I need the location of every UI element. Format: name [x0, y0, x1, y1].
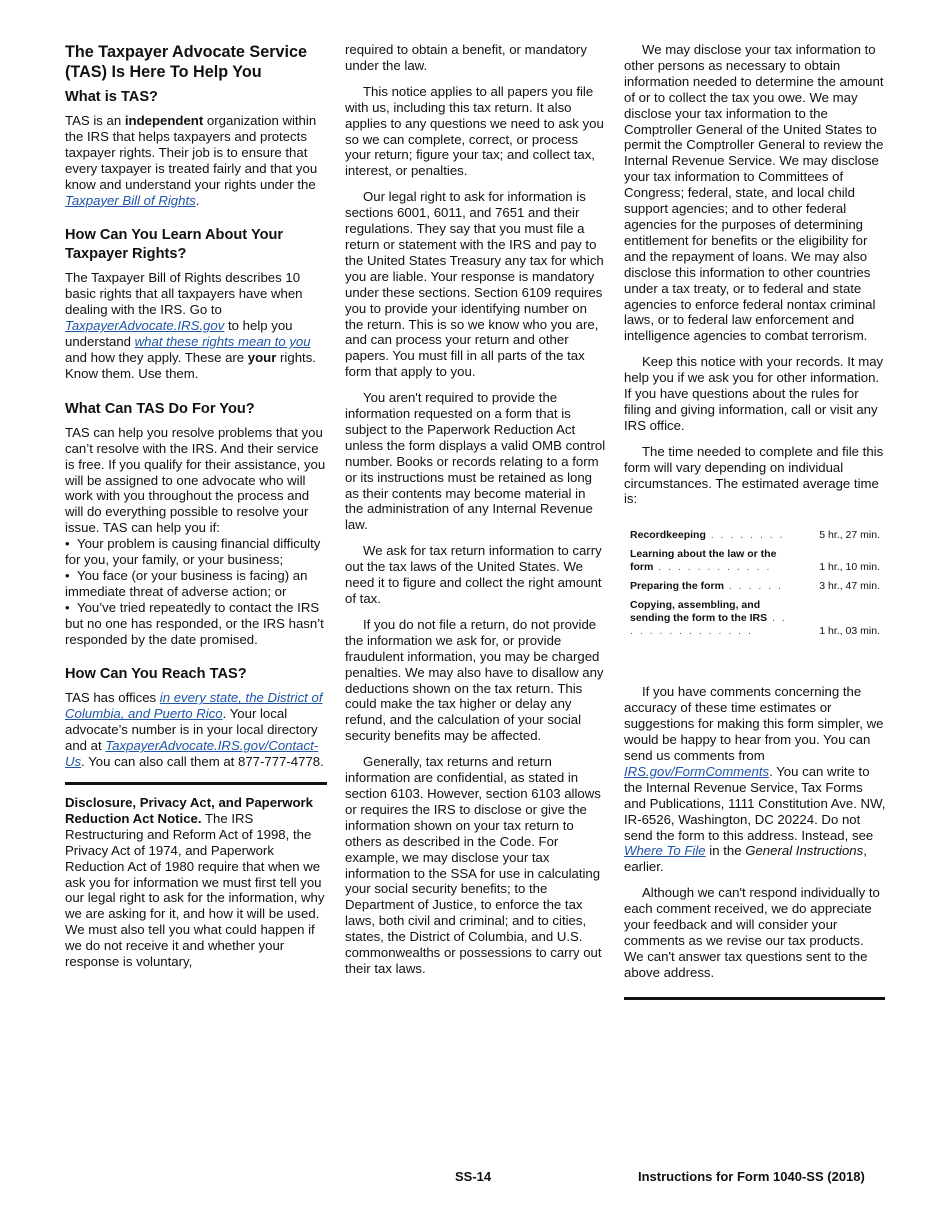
paragraph: You aren't required to provide the information requested on a form that is subject to the Paperwork Reduction Act unless the form displays a valid OMB control number. Books or records relating to a form or its instructions must be retained as long as their contents may become material in the administration of any Internal Revenue law. — [345, 390, 606, 533]
paragraph: If you do not file a return, do not provide the information we ask for, or provide fraudulent information, you may be charged penalties. We may also have to disallow any deductions shown on the tax return. This could make the tax higher or delay any refund, and the calculation of your social security benefits may be affected. — [345, 616, 604, 744]
bullet-item: • Your problem is causing financial difficulty for you, your family, or your business; — [65, 536, 321, 568]
column-left — [65, 42, 327, 970]
paragraph: Generally, tax returns and return information are confidential, as stated in section 6103. However, section 6103 allows or requires the IRS to disclose or give the information shown on your tax return to others as described in the Code. For example, we may disclose your tax information to the SSA for use in calculating your social security benefits; to the Department of Justice, to enforce the tax laws, both civil and criminal; and to cities, states, the District of Columbia, and U.S. commonwealths or possessions to carry out their tax laws. — [345, 754, 602, 976]
tas-offices-link[interactable]: in every state, the District of Columbia, and Puerto Rico — [65, 690, 323, 722]
comments-paragraph: If you have comments concerning the accuracy of these time estimates or suggestions for making this form simpler, we would be happy to hear from you. You can send us comments from IRS.gov/FormComments. You can write to the Internal Revenue Service, Tax Forms and Publications, 1111 Constitution Ave. NW, IR-6526, Washington, DC 20224. Do not send the form to this address. Instead, see Where To File in the General Instructions, earlier. — [624, 684, 886, 875]
paragraph: Although we can't respond individually to each comment received, we do appreciate your feedback and will consider your comments as we revise our tax products. We can't answer tax questions sent to the above address. — [624, 885, 880, 980]
time-row: Learning about the law or the form . . . . . . . . . . . . 1 hr., 10 min. — [630, 548, 880, 574]
paragraph: This notice applies to all papers you file with us, including this tax return. It also applies to any questions we need to ask you so we can complete, correct, or process your return; figure your tax; and collect tax, interest, or penalties. — [345, 83, 604, 179]
paragraph: required to obtain a benefit, or mandatory under the law. — [345, 42, 587, 73]
form-comments-link[interactable]: IRS.gov/FormComments — [624, 763, 770, 779]
reach-tas-heading: How Can You Reach TAS? — [65, 666, 247, 683]
paragraph: We may disclose your tax information to other persons as necessary to obtain information needed to determine the amount of or to collect the tax you owe. We may disclose your tax information to the Comptroller General of the United States to permit the Comptroller General to review the Internal Revenue Service. We may disclose your tax information to Committees of Congress; federal, state, and local child support agencies; and to other federal agencies for the purposes of determining entitlement for benefits or the eligibility for and the repayment of loans. We may also disclose this information to other countries under a tax treaty, or to federal and state agencies to enforce federal nontax criminal laws, or to federal law enforcement and intelligence agencies to combat terrorism. — [624, 42, 884, 344]
paragraph: The time needed to complete and file this form will vary depending on individual circumstances. The estimated average time is: — [624, 443, 884, 507]
what-is-tas-heading: What is TAS? — [65, 89, 158, 105]
tas-do-heading: What Can TAS Do For You? — [65, 400, 255, 417]
time-row: Recordkeeping . . . . . . . . 5 hr., 27 min. — [630, 529, 880, 542]
learn-rights-paragraph: The Taxpayer Bill of Rights describes 10 basic rights that all taxpayers have when dealing with the IRS. Go to TaxpayerAdvocate.IRS.gov to help you understand what these rights mean to you and how they apply. These are your rights. Know them. Use them. — [65, 270, 316, 381]
time-row: Copying, assembling, and sending the form to the IRS . . . . . . . . . . . . . . . 1 hr., 03 min. — [630, 599, 880, 638]
column-right — [624, 42, 886, 1000]
paragraph: We ask for tax return information to carry out the tax laws of the United States. We need it to figure and collect the right amount of tax. — [345, 543, 602, 606]
end-divider — [624, 997, 885, 1000]
rights-meaning-link[interactable]: what these rights mean to you — [134, 334, 311, 350]
tas-title: The Taxpayer Advocate Service (TAS) Is Here To Help You — [65, 43, 308, 81]
reach-tas-paragraph: TAS has offices in every state, the District of Columbia, and Puerto Rico. Your local advocate’s number is in your local directory and at TaxpayerAdvocate.IRS.gov/Contact-Us. You can also call them at 877-777-4778. — [65, 690, 324, 770]
where-to-file-link[interactable]: Where To File — [624, 843, 706, 859]
page-number: SS-14 — [455, 1169, 492, 1184]
bullet-item: • You face (or your business is facing) an immediate threat of adverse action; or — [65, 567, 308, 599]
taxpayer-advocate-link[interactable]: TaxpayerAdvocate.IRS.gov — [65, 318, 225, 334]
paragraph: Keep this notice with your records. It may help you if we ask you for other information. If you have questions about the rules for filing and giving information, call or visit any IRS office. — [624, 354, 884, 433]
section-divider — [65, 782, 327, 785]
tas-do-paragraph: TAS can help you resolve problems that you can’t resolve with the IRS. And their service is free. If you qualify for their assistance, you will be assigned to one advocate who will work with you throughout the process and will do everything possible to resolve your issue. TAS can help you if: — [65, 424, 326, 536]
time-estimates-table — [630, 529, 880, 638]
learn-rights-heading: How Can You Learn About Your Taxpayer Rights? — [65, 227, 284, 263]
contact-us-link[interactable]: TaxpayerAdvocate.IRS.gov/Contact-Us — [65, 738, 319, 770]
form-footer-title: Instructions for Form 1040-SS (2018) — [638, 1169, 865, 1184]
time-row: Preparing the form . . . . . . 3 hr., 47 min. — [630, 580, 880, 593]
paragraph: Our legal right to ask for information is sections 6001, 6011, and 7651 and their regulations. They say that you must file a return or statement with the IRS and pay to the United States Treasury any tax for which you are liable. Your response is mandatory under these sections. Section 6109 requires you to provide your identifying number on the return. This is so we know who you are, and can process your return and other papers. You must fill in all parts of the tax form that apply to you. — [345, 189, 604, 380]
bullet-item: • You’ve tried repeatedly to contact the IRS but no one has responded, or the IRS hasn’t responded by the date promised. — [65, 599, 324, 647]
column-middle — [345, 42, 607, 977]
what-is-tas-paragraph: TAS is an independent organization within the IRS that helps taxpayers and protects taxpayer rights. Their job is to ensure that every taxpayer is treated fairly and that you know and understand your rights under the Taxpayer Bill of Rights. — [65, 113, 318, 208]
disclosure-paragraph: Disclosure, Privacy Act, and Paperwork Reduction Act Notice. The IRS Restructuring and Reform Act of 1998, the Privacy Act of 1974, and Paperwork Reduction Act of 1980 require that when we ask you for information we must first tell you our legal right to ask for the information, why we are asking for it, and how it will be used. We must also tell you what could happen if we do not receive it and whether your response is voluntary, — [65, 795, 325, 970]
taxpayer-bill-of-rights-link[interactable]: Taxpayer Bill of Rights — [65, 192, 196, 208]
